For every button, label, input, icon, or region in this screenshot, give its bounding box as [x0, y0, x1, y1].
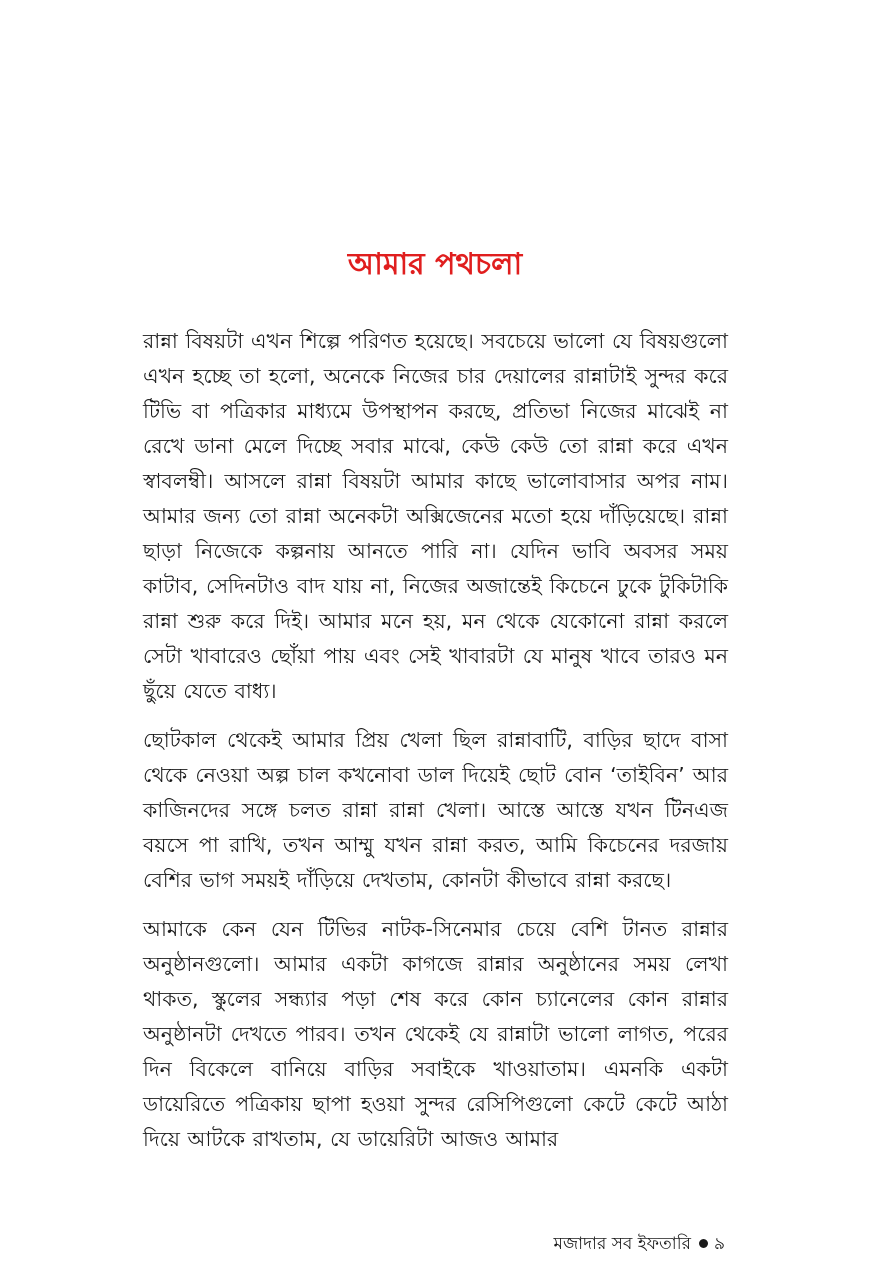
bullet-icon	[699, 1239, 708, 1248]
paragraph-1: রান্না বিষয়টা এখন শিল্পে পরিণত হয়েছে। সবচেয়ে ভালো যে বিষয়গুলো এখন হচ্ছে তা হলো, অনেকে নিজের চার দেয়ালের রান্নাটাই সুন্দর করে টিভি বা পত্রিকার মাধ্যমে উপস্থাপন করছে, প্রতিভা নিজের মাঝেই না রেখে ডানা মেলে দিচ্ছে সবার মাঝে, কেউ কেউ তো রান্না করে এখন স্বাবলম্বী। আসলে রান্না বিষয়টা আমার কাছে ভালোবাসার অপর নাম। আমার জন্য তো রান্না অনেকটা অক্সিজেনের মতো হয়ে দাঁড়িয়েছে। রান্না ছাড়া নিজেকে কল্পনায় আনতে পারি না। যেদিন ভাবি অবসর সময় কাটাব, সেদিনটাও বাদ যায় না, নিজের অজান্তেই কিচেনে ঢুকে টুকিটাকি রান্না শুরু করে দিই। আমার মনে হয়, মন থেকে যেকোনো রান্না করলে সেটা খাবারেও ছোঁয়া পায় এবং সেই খাবারটা যে মানুষ খাবে তারও মন ছুঁয়ে যেতে বাধ্য।	[143, 329, 728, 703]
running-book-title: মজাদার সব ইফতারি	[553, 1234, 691, 1254]
chapter-title: আমার পথচলা	[347, 247, 523, 282]
page-footer	[554, 1230, 726, 1258]
paragraph-2: ছোটকাল থেকেই আমার প্রিয় খেলা ছিল রান্নাবাটি, বাড়ির ছাদে বাসা থেকে নেওয়া অল্প চাল কখনোবা ডাল দিয়েই ছোট বোন ‘তাইবিন’ আর কাজিনদের সঙ্গে চলত রান্না রান্না খেলা। আস্তে আস্তে যখন টিনএজ বয়সে পা রাখি, তখন আম্মু যখন রান্না করত, আমি কিচেনের দরজায় বেশির ভাগ সময়ই দাঁড়িয়ে দেখতাম, কোনটা কীভাবে রান্না করছে।	[143, 728, 728, 892]
page-number: ৯	[713, 1234, 725, 1254]
paragraph-3: আমাকে কেন যেন টিভির নাটক-সিনেমার চেয়ে বেশি টানত রান্নার অনুষ্ঠানগুলো। আমার একটা কাগজে রান্নার অনুষ্ঠানের সময় লেখা থাকত, স্কুলের সন্ধ্যার পড়া শেষ করে কোন চ্যানেলের কোন রান্নার অনুষ্ঠানটা দেখতে পারব। তখন থেকেই যে রান্নাটা ভালো লাগত, পরের দিন বিকেলে বানিয়ে বাড়ির সবাইকে খাওয়াতাম। এমনকি একটা ডায়েরিতে পত্রিকায় ছাপা হওয়া সুন্দর রেসিপিগুলো কেটে কেটে আঠা দিয়ে আটকে রাখতাম, যে ডায়েরিটা আজও আমার	[143, 917, 728, 1151]
body-text	[143, 324, 728, 1171]
